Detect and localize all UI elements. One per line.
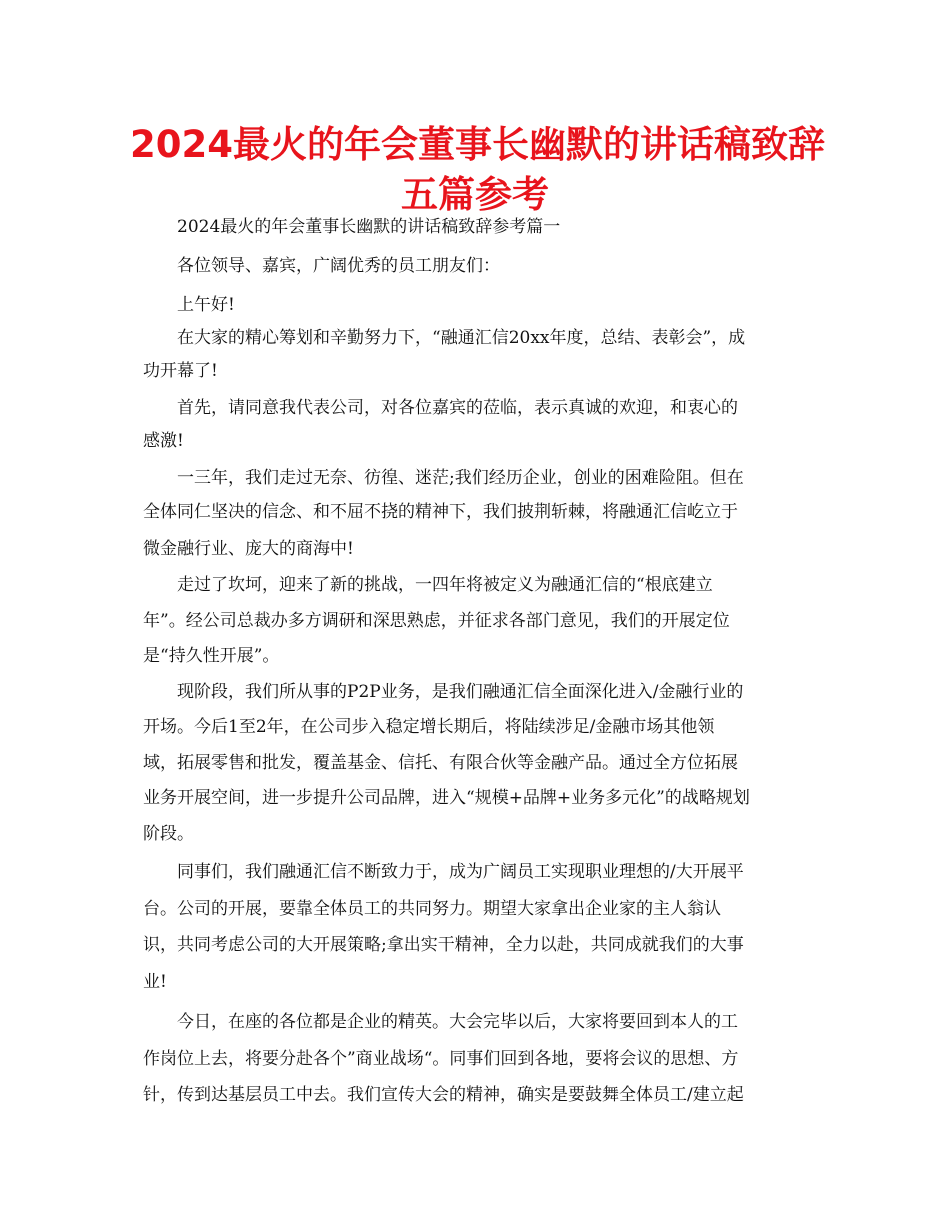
- paragraph-line: 首先，请同意我代表公司，对各位嘉宾的莅临，表示真诚的欢迎，和衷心的: [177, 398, 738, 418]
- paragraph-line: 全体同仁坚决的信念、和不屈不挠的精神下，我们披荆斩棘，将融通汇信屹立于: [143, 502, 738, 522]
- paragraph-line: 业务开展空间，进一步提升公司品牌，进入“规模+品牌+业务多元化”的战略规划: [143, 788, 750, 808]
- paragraph-line: 识，共同考虑公司的大开展策略;拿出实干精神，全力以赴，共同成就我们的大事: [143, 935, 744, 955]
- paragraph-line: 在大家的精心筹划和辛勤努力下，“融通汇信20xx年度，总结、表彰会”，成: [177, 328, 746, 348]
- paragraph-line: 同事们，我们融通汇信不断致力于，成为广阔员工实现职业理想的/大开展平: [177, 862, 744, 882]
- paragraph-line: 台。公司的开展，要靠全体员工的共同努力。期望大家拿出企业家的主人翁认: [143, 899, 721, 919]
- paragraph-line: 业!: [143, 972, 167, 992]
- paragraph-line: 域，拓展零售和批发，覆盖基金、信托、有限合伙等金融产品。通过全方位拓展: [143, 753, 738, 773]
- paragraph-line: 走过了坎坷，迎来了新的挑战，一四年将被定义为融通汇信的“根底建立: [177, 575, 713, 595]
- document-title-line-1: 2024最火的年会董事长幽默的讲话稿致辞: [130, 123, 825, 166]
- paragraph-line: 感激!: [143, 431, 184, 451]
- paragraph-line: 现阶段，我们所从事的P2P业务，是我们融通汇信全面深化进入/金融行业的: [177, 682, 744, 702]
- paragraph-line: 作岗位上去，将要分赴各个”商业战场“。同事们回到各地，要将会议的思想、方: [143, 1049, 739, 1069]
- section-heading: 2024最火的年会董事长幽默的讲话稿致辞参考篇一: [177, 217, 561, 237]
- greeting: 上午好!: [177, 295, 235, 315]
- paragraph-line: 开场。今后1至2年，在公司步入稳定增长期后，将陆续涉足/金融市场其他领: [143, 717, 715, 737]
- paragraph-line: 阶段。: [143, 824, 194, 844]
- paragraph-line: 今日，在座的各位都是企业的精英。大会完毕以后，大家将要回到本人的工: [177, 1012, 738, 1032]
- paragraph-line: 微金融行业、庞大的商海中!: [143, 539, 354, 559]
- paragraph-line: 针，传到达基层员工中去。我们宣传大会的精神，确实是要鼓舞全体员工/建立起: [143, 1085, 744, 1105]
- paragraph-line: 年”。经公司总裁办多方调研和深思熟虑，并征求各部门意见，我们的开展定位: [143, 611, 730, 631]
- paragraph-line: 是“持久性开展”。: [143, 646, 280, 666]
- paragraph-line: 一三年，我们走过无奈、彷徨、迷茫;我们经历企业，创业的困难险阻。但在: [177, 468, 744, 488]
- document-title-line-2: 五篇参考: [401, 173, 549, 216]
- paragraph-line: 功开幕了!: [143, 361, 218, 381]
- salutation: 各位领导、嘉宾，广阔优秀的员工朋友们：: [177, 256, 500, 276]
